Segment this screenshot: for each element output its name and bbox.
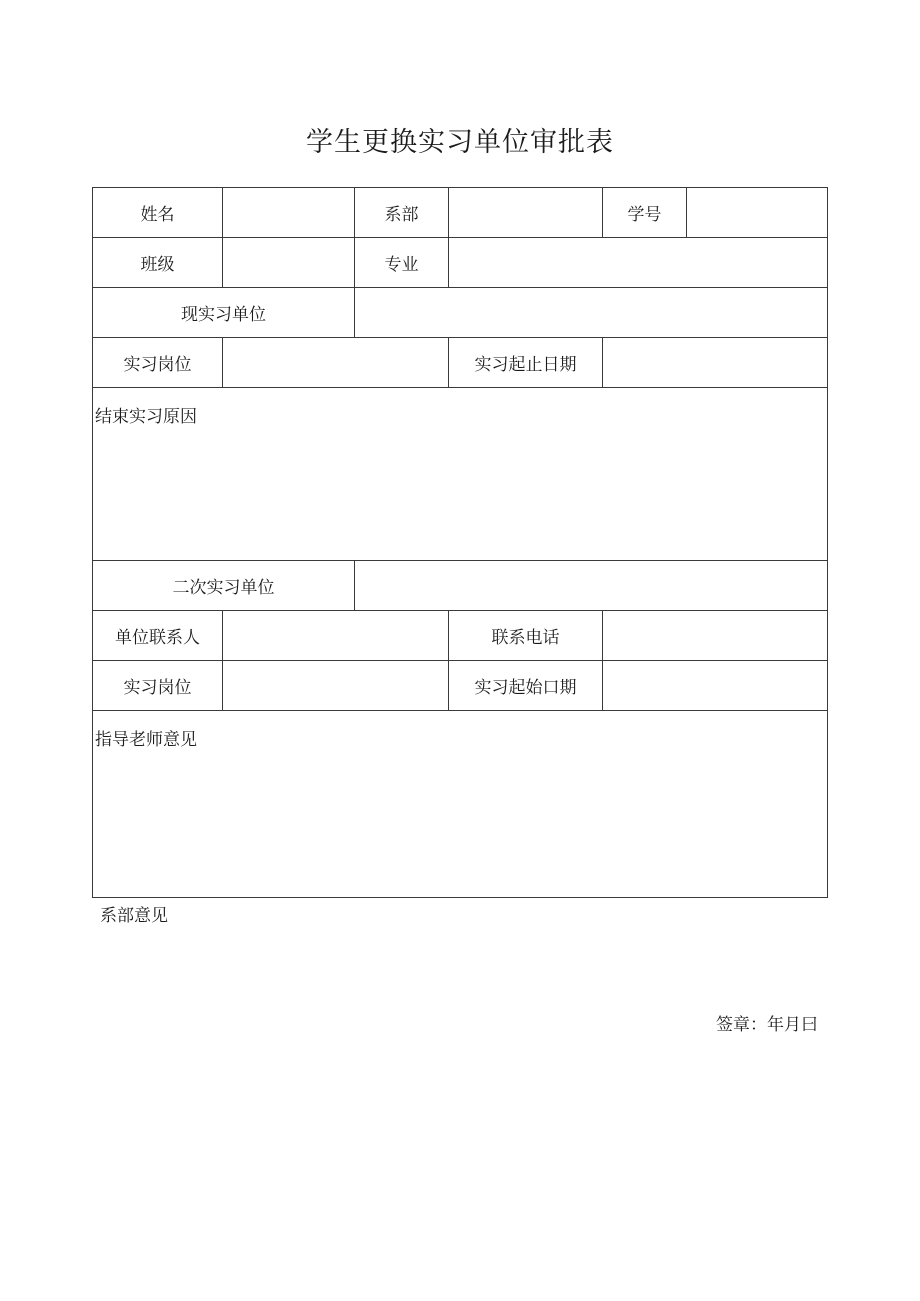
contact-phone-label: 联系电话: [449, 611, 603, 661]
approval-form-table: [92, 187, 828, 898]
second-position-label: 实习岗位: [93, 661, 223, 711]
row-contact: [93, 611, 828, 661]
current-position-field[interactable]: [223, 338, 449, 388]
department-opinion-label: 系部意见: [100, 906, 168, 926]
current-dates-label: 实习起止日期: [449, 338, 603, 388]
department-label: 系部: [355, 188, 449, 238]
department-field[interactable]: [449, 188, 603, 238]
current-unit-label: 现实习单位: [93, 288, 355, 338]
form-title: 学生更换实习单位审批表: [306, 127, 614, 158]
signature-date-line: 签章：年月曰: [716, 1015, 818, 1035]
name-field[interactable]: [223, 188, 355, 238]
row-second-unit: [93, 561, 828, 611]
current-position-label: 实习岗位: [93, 338, 223, 388]
advisor-opinion-label: 指导老师意见: [95, 730, 197, 750]
student-id-label: 学号: [603, 188, 687, 238]
contact-person-label: 单位联系人: [93, 611, 223, 661]
second-unit-field[interactable]: [355, 561, 828, 611]
second-dates-label: 实习起始口期: [449, 661, 603, 711]
current-unit-field[interactable]: [355, 288, 828, 338]
second-dates-field[interactable]: [603, 661, 828, 711]
student-id-field[interactable]: [687, 188, 828, 238]
row-class-major: [93, 238, 828, 288]
end-reason-label: 结束实习原因: [95, 407, 197, 427]
second-unit-label: 二次实习单位: [93, 561, 355, 611]
name-label: 姓名: [93, 188, 223, 238]
contact-person-field[interactable]: [223, 611, 449, 661]
major-label: 专业: [355, 238, 449, 288]
major-field[interactable]: [449, 238, 828, 288]
row-basic-info: [93, 188, 828, 238]
row-current-unit: [93, 288, 828, 338]
contact-phone-field[interactable]: [603, 611, 828, 661]
current-dates-field[interactable]: [603, 338, 828, 388]
advisor-opinion-cell[interactable]: [93, 711, 828, 898]
end-reason-cell[interactable]: [93, 388, 828, 561]
row-advisor-opinion: [93, 711, 828, 898]
class-label: 班级: [93, 238, 223, 288]
second-position-field[interactable]: [223, 661, 449, 711]
row-second-position: [93, 661, 828, 711]
row-current-position: [93, 338, 828, 388]
row-end-reason: [93, 388, 828, 561]
class-field[interactable]: [223, 238, 355, 288]
